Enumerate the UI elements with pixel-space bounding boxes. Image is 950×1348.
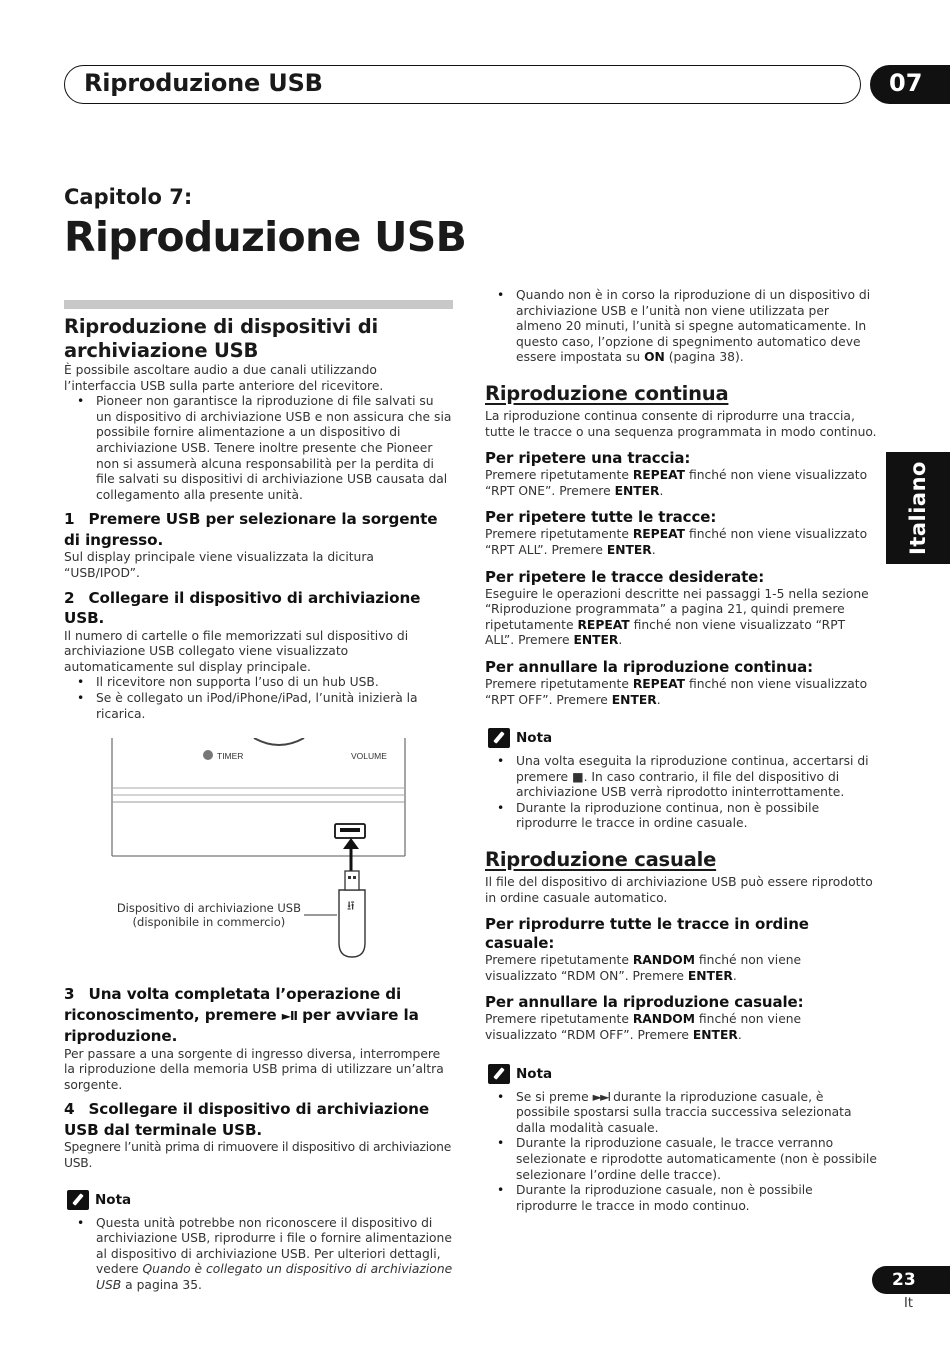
language-side-label: Italiano bbox=[906, 461, 930, 555]
volume-label: VOLUME bbox=[351, 751, 387, 762]
subheading-cancel-random: Per annullare la riproduzione casuale: bbox=[485, 993, 804, 1012]
random-all-text: Premere ripetutamente RANDOM finché non viene visualizzato “RDM ON”. Premere ENTER. bbox=[485, 953, 802, 983]
cancel-random-text: Premere ripetutamente RANDOM finché non viene visualizzato “RDM OFF”. Premere ENTER. bbox=[485, 1012, 802, 1043]
chapter-label: Capitolo 7: bbox=[64, 185, 193, 209]
list-item: • Se si preme ►►I durante la riproduzione casuale, è possibile spostarsi sulla traccia successiva selezionata dalla modalità casuale. bbox=[516, 1090, 877, 1137]
subheading-repeat-all: Per ripetere tutte le tracce: bbox=[485, 508, 717, 527]
subheading-repeat-selected: Per ripetere le tracce desiderate: bbox=[485, 567, 765, 586]
usb-connection-figure bbox=[64, 738, 453, 978]
list-item: • Durante la riproduzione continua, non è possibile riprodurre le tracce in ordine casuale. bbox=[516, 801, 877, 832]
language-side-tab bbox=[886, 452, 950, 564]
list-item: • Questa unità potrebbe non riconoscere il dispositivo di archiviazione USB, riprodurre i file o fornire alimentazione al dispositivo di archiviazione USB. Per ulteriori dettagli, vedere Quando è collegato un dispositivo di archiviazione USB a pagina 35. bbox=[96, 1216, 453, 1294]
subheading-cancel-repeat: Per annullare la riproduzione continua: bbox=[485, 657, 814, 676]
usb-illustration bbox=[64, 738, 453, 978]
step-4-heading: 4 Scollegare il dispositivo di archiviazione USB dal terminale USB. bbox=[64, 1100, 430, 1139]
step-1-heading: 1 Premere USB per selezionare la sorgente di ingresso. bbox=[64, 510, 438, 549]
step-3-text: Per passare a una sorgente di ingresso diversa, interrompere la riproduzione della memoria USB prima di utilizzare un’altra sorgente. bbox=[64, 1046, 444, 1092]
list-item: • Quando non è in corso la riproduzione di un dispositivo di archiviazione USB e l’unità non viene utilizzata per almeno 20 minuti, l’unità si spegne automaticamente. In questo caso, l’opzione di spegnimento automatico deve essere impostata su ON (pagina 38). bbox=[516, 288, 877, 366]
list-item: • Una volta eseguita la riproduzione continua, accertarsi di premere ■. In caso contrario, il file del dispositivo di archiviazione USB verrà riprodotto ininterrottamente. bbox=[516, 754, 877, 801]
list-item: • Il ricevitore non supporta l’uso di un hub USB. bbox=[96, 675, 453, 691]
timer-led-icon bbox=[203, 750, 213, 760]
note-bullets bbox=[64, 1216, 453, 1294]
chapter-title: Riproduzione USB bbox=[64, 213, 467, 261]
step-4-text: Spegnere l’unità prima di rimuovere il dispositivo di archiviazione USB. bbox=[64, 1140, 452, 1170]
section-heading-usb: Riproduzione di dispositivi di archiviazione USB bbox=[64, 315, 378, 362]
cancel-repeat-text: Premere ripetutamente REPEAT finché non viene visualizzato “RPT OFF”. Premere ENTER. bbox=[485, 676, 868, 707]
repeat-selected-text: Eseguire le operazioni descritte nei passaggi 1-5 nella sezione “Riproduzione programmata” a pagina 21, quindi premere ripetutamente REPEAT finché non viene visualizzato “RPT ALL”. Premere ENTER. bbox=[485, 586, 869, 648]
page-number-badge: 23 bbox=[872, 1266, 950, 1294]
note-header bbox=[64, 1190, 453, 1210]
subheading-repeat-one: Per ripetere una traccia: bbox=[485, 449, 691, 468]
note-bullets bbox=[485, 1090, 877, 1215]
step-1-text: Sul display principale viene visualizzata la dicitura “USB/IPOD”. bbox=[64, 550, 374, 580]
subheading-random-all: Per riprodurre tutte le tracce in ordine casuale: bbox=[485, 915, 809, 953]
chapter-number-badge: 07 bbox=[870, 65, 950, 104]
section-divider bbox=[64, 300, 453, 309]
casuale-intro: Il file del dispositivo di archiviazione USB può essere riprodotto in ordine casuale automatico. bbox=[485, 875, 873, 905]
usb-symbol-icon: ⭿ bbox=[347, 899, 355, 914]
play-pause-icon: ►II bbox=[281, 1008, 297, 1023]
top-bullets bbox=[485, 288, 877, 366]
step-3-heading: 3 Una volta completata l’operazione di riconoscimento, premere ►II per avviare la riproduzione. bbox=[64, 985, 419, 1046]
section-heading-casuale: Riproduzione casuale bbox=[485, 848, 717, 872]
right-column bbox=[485, 288, 877, 1214]
timer-label: TIMER bbox=[217, 751, 244, 762]
note-header bbox=[485, 1064, 877, 1084]
pencil-note-icon bbox=[488, 728, 510, 748]
section-heading-continua: Riproduzione continua bbox=[485, 381, 729, 405]
note-label: Nota bbox=[516, 730, 553, 747]
pencil-note-icon bbox=[67, 1190, 89, 1210]
pencil-note-icon bbox=[488, 1064, 510, 1084]
note-bullets bbox=[485, 754, 877, 832]
step-2-text: Il numero di cartelle o file memorizzati sul dispositivo di archiviazione USB collegato viene visualizzato automaticamente sul display principale. bbox=[64, 628, 409, 674]
note-label: Nota bbox=[516, 1065, 553, 1082]
list-item: • Pioneer non garantisce la riproduzione di file salvati su un dispositivo di archiviazione USB e non assicura che sia possibile fornire alimentazione a un dispositivo di archiviazione USB. Tenere inoltre presente che Pioneer non si assumerà alcuna responsabilità per la perdita di file salvati su dispositivi di archiviazione USB causata dal collegamento alla presente unità. bbox=[96, 394, 453, 503]
note-header bbox=[485, 728, 877, 748]
note-label: Nota bbox=[95, 1191, 132, 1208]
continua-intro: La riproduzione continua consente di riprodurre una traccia, tutte le tracce o una sequenza programmata in modo continuo. bbox=[485, 408, 877, 439]
left-column bbox=[64, 300, 453, 1294]
skip-next-icon: ►►I bbox=[592, 1089, 610, 1104]
repeat-one-text: Premere ripetutamente REPEAT finché non viene visualizzato “RPT ONE”. Premere ENTER. bbox=[485, 468, 868, 498]
step-2-heading: 2 Collegare il dispositivo di archiviazione USB. bbox=[64, 588, 421, 628]
list-item: • Durante la riproduzione casuale, non è possibile riprodurre le tracce in modo continuo. bbox=[516, 1183, 877, 1214]
repeat-all-text: Premere ripetutamente REPEAT finché non viene visualizzato “RPT ALL”. Premere ENTER. bbox=[485, 527, 868, 557]
page-language-code: It bbox=[904, 1296, 913, 1311]
figure-caption: Dispositivo di archiviazione USB (disponibile in commercio) bbox=[116, 901, 301, 929]
arrow-up-icon bbox=[343, 838, 359, 849]
header-title: Riproduzione USB bbox=[84, 69, 323, 97]
step-2-bullets bbox=[64, 675, 453, 722]
intro-text: È possibile ascoltare audio a due canali utilizzando l’interfaccia USB sulla parte anteriore del ricevitore. bbox=[64, 363, 384, 393]
list-item: • Durante la riproduzione casuale, le tracce verranno selezionate e riprodotte automaticamente (non è possibile selezionare l’ordine delle tracce). bbox=[516, 1136, 877, 1183]
list-item: • Se è collegato un iPod/iPhone/iPad, l’unità inizierà la ricarica. bbox=[96, 691, 453, 722]
intro-bullet-list bbox=[64, 394, 453, 503]
stop-icon: ■ bbox=[571, 769, 584, 784]
